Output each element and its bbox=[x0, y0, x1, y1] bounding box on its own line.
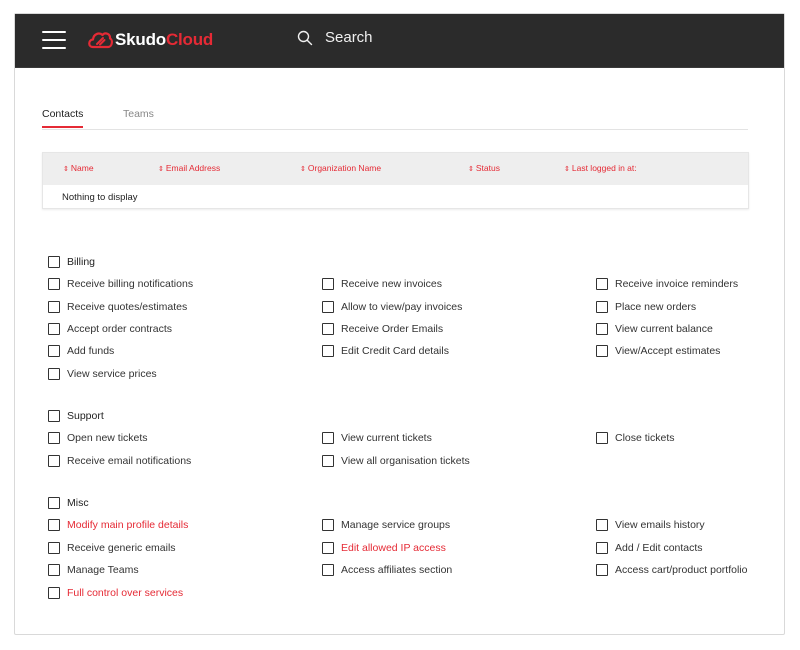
column-header-email[interactable]: ⇕ Email Address bbox=[158, 163, 221, 173]
checkbox[interactable] bbox=[322, 278, 334, 290]
perm-edit-credit-card-details[interactable]: Edit Credit Card details bbox=[322, 345, 449, 357]
checkbox[interactable] bbox=[596, 564, 608, 576]
checkbox[interactable] bbox=[48, 497, 60, 509]
checkbox[interactable] bbox=[48, 432, 60, 444]
checkbox[interactable] bbox=[48, 368, 60, 380]
perm-receive-billing-notifications[interactable]: Receive billing notifications bbox=[48, 278, 193, 290]
column-header-last-login[interactable]: ⇕ Last logged in at: bbox=[564, 163, 637, 173]
contacts-table bbox=[42, 152, 749, 209]
perm-manage-teams[interactable]: Manage Teams bbox=[48, 564, 139, 576]
checkbox[interactable] bbox=[596, 278, 608, 290]
group-checkbox-support[interactable]: Support bbox=[48, 410, 104, 422]
perm-access-cart-product-portfolio[interactable]: Access cart/product portfolio bbox=[596, 564, 747, 576]
tab-contacts[interactable]: Contacts bbox=[42, 108, 83, 128]
checkbox[interactable] bbox=[48, 410, 60, 422]
group-checkbox-misc[interactable]: Misc bbox=[48, 497, 89, 509]
checkbox[interactable] bbox=[322, 345, 334, 357]
brand-name-part1: Skudo bbox=[115, 30, 166, 49]
checkbox[interactable] bbox=[596, 301, 608, 313]
checkbox[interactable] bbox=[596, 519, 608, 531]
perm-receive-order-emails[interactable]: Receive Order Emails bbox=[322, 323, 443, 335]
sort-icon: ⇕ bbox=[158, 166, 164, 173]
empty-table-message: Nothing to display bbox=[62, 192, 138, 203]
perm-view-current-tickets[interactable]: View current tickets bbox=[322, 432, 432, 444]
perm-receive-generic-emails[interactable]: Receive generic emails bbox=[48, 542, 176, 554]
checkbox[interactable] bbox=[48, 519, 60, 531]
column-header-name[interactable]: ⇕ Name bbox=[63, 163, 94, 173]
sort-icon: ⇕ bbox=[468, 166, 474, 173]
checkbox[interactable] bbox=[322, 301, 334, 313]
app-window bbox=[14, 13, 785, 635]
checkbox[interactable] bbox=[322, 564, 334, 576]
perm-close-tickets[interactable]: Close tickets bbox=[596, 432, 675, 444]
menu-icon[interactable] bbox=[42, 31, 66, 49]
perm-open-new-tickets[interactable]: Open new tickets bbox=[48, 432, 148, 444]
perm-view-emails-history[interactable]: View emails history bbox=[596, 519, 705, 531]
sort-icon: ⇕ bbox=[300, 166, 306, 173]
perm-edit-allowed-ip-access[interactable]: Edit allowed IP access bbox=[322, 542, 446, 554]
brand-name-part2: Cloud bbox=[165, 30, 214, 49]
brand-logo[interactable] bbox=[87, 28, 213, 52]
checkbox[interactable] bbox=[322, 519, 334, 531]
checkbox[interactable] bbox=[322, 323, 334, 335]
checkbox[interactable] bbox=[48, 587, 60, 599]
perm-view-current-balance[interactable]: View current balance bbox=[596, 323, 713, 335]
checkbox[interactable] bbox=[48, 345, 60, 357]
perm-full-control-over-services[interactable]: Full control over services bbox=[48, 587, 183, 599]
perm-receive-email-notifications[interactable]: Receive email notifications bbox=[48, 455, 191, 467]
perm-modify-main-profile-details[interactable]: Modify main profile details bbox=[48, 519, 188, 531]
checkbox[interactable] bbox=[48, 323, 60, 335]
column-header-status[interactable]: ⇕ Status bbox=[468, 163, 500, 173]
perm-manage-service-groups[interactable]: Manage service groups bbox=[322, 519, 450, 531]
search-icon bbox=[297, 30, 313, 46]
top-navbar bbox=[15, 14, 784, 68]
checkbox[interactable] bbox=[48, 278, 60, 290]
column-header-organization[interactable]: ⇕ Organization Name bbox=[300, 163, 382, 173]
perm-allow-view-pay-invoices[interactable]: Allow to view/pay invoices bbox=[322, 301, 462, 313]
checkbox[interactable] bbox=[48, 256, 60, 268]
checkbox[interactable] bbox=[48, 564, 60, 576]
tab-bar bbox=[42, 107, 748, 130]
perm-add-funds[interactable]: Add funds bbox=[48, 345, 114, 357]
checkbox[interactable] bbox=[322, 432, 334, 444]
search-box[interactable] bbox=[297, 29, 373, 46]
checkbox[interactable] bbox=[48, 542, 60, 554]
checkbox[interactable] bbox=[322, 455, 334, 467]
perm-receive-invoice-reminders[interactable]: Receive invoice reminders bbox=[596, 278, 738, 290]
checkbox[interactable] bbox=[596, 345, 608, 357]
perm-accept-order-contracts[interactable]: Accept order contracts bbox=[48, 323, 172, 335]
cloud-logo-icon bbox=[87, 29, 113, 51]
search-label: Search bbox=[325, 29, 373, 46]
group-checkbox-billing[interactable]: Billing bbox=[48, 256, 95, 268]
perm-add-edit-contacts[interactable]: Add / Edit contacts bbox=[596, 542, 703, 554]
perm-receive-quotes-estimates[interactable]: Receive quotes/estimates bbox=[48, 301, 187, 313]
sort-icon: ⇕ bbox=[564, 166, 570, 173]
perm-view-accept-estimates[interactable]: View/Accept estimates bbox=[596, 345, 720, 357]
checkbox[interactable] bbox=[596, 432, 608, 444]
perm-view-service-prices[interactable]: View service prices bbox=[48, 368, 157, 380]
checkbox[interactable] bbox=[596, 542, 608, 554]
perm-access-affiliates-section[interactable]: Access affiliates section bbox=[322, 564, 452, 576]
perm-place-new-orders[interactable]: Place new orders bbox=[596, 301, 696, 313]
checkbox[interactable] bbox=[48, 301, 60, 313]
checkbox[interactable] bbox=[322, 542, 334, 554]
checkbox[interactable] bbox=[596, 323, 608, 335]
table-header bbox=[43, 153, 748, 185]
sort-icon: ⇕ bbox=[63, 166, 69, 173]
perm-view-all-organisation-tickets[interactable]: View all organisation tickets bbox=[322, 455, 470, 467]
checkbox[interactable] bbox=[48, 455, 60, 467]
tab-teams[interactable]: Teams bbox=[123, 108, 154, 120]
perm-receive-new-invoices[interactable]: Receive new invoices bbox=[322, 278, 442, 290]
